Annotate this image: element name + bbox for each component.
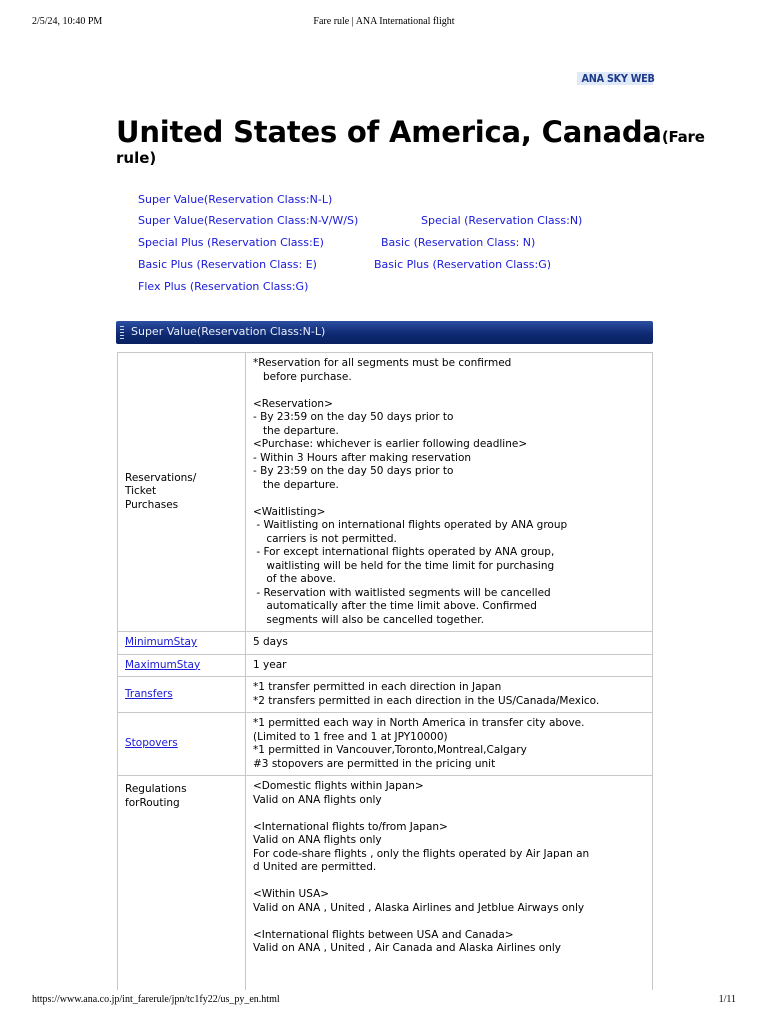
row-label-routing: Regulations forRouting: [118, 776, 246, 991]
table-row-reservations: [118, 353, 653, 632]
nav-link-special-n[interactable]: Special (Reservation Class:N): [421, 214, 583, 227]
nav-link-special-plus-e[interactable]: Special Plus (Reservation Class:E): [138, 236, 324, 249]
nav-link-super-value-n-vws[interactable]: Super Value(Reservation Class:N-V/W/S): [138, 214, 359, 227]
row-value-routing: <Domestic flights within Japan> Valid on ANA flights only <International flights to/from Japan> Valid on ANA flights only For code-share flights , only the flights operated by Air Japan an d United are permitted. <Within USA> Valid on ANA , United , Alaska Airlines and Jetblue Airways only <International flights between USA and Canada> Valid on ANA , United , Air Canada and Alaska Airlines only: [246, 776, 653, 991]
row-value-stopovers: *1 permitted each way in North America in transfer city above. (Limited to 1 free and 1 at JPY10000) *1 permitted in Vancouver,Toronto,Montreal,Calgary #3 stopovers are permitted in the pricing unit: [246, 713, 653, 776]
nav-link-basic-plus-g[interactable]: Basic Plus (Reservation Class:G): [374, 258, 552, 271]
link-stopovers[interactable]: Stopovers: [125, 737, 178, 750]
table-row-maximum-stay: [118, 654, 653, 677]
nav-link-basic-plus-e[interactable]: Basic Plus (Reservation Class: E): [138, 258, 317, 271]
logo-text: ANA SKY WEB: [581, 72, 655, 85]
print-page-title: Fare rule | ANA International flight: [313, 16, 455, 27]
print-header: [0, 16, 768, 30]
link-maximum-stay[interactable]: MaximumStay: [125, 658, 201, 671]
row-value-reservations: *Reservation for all segments must be confirmed before purchase. <Reservation> - By 23:59 on the day 50 days prior to the departure. <Purchase: whichever is earlier following deadline> - Within 3 Hours after making reservation - By 23:59 on the day 50 days prior to the departure. <Waitlisting> - Waitlisting on international flights operated by ANA group carriers is not permitted. - For except international flights operated by ANA group, waitlisting will be held for the time limit for purchasing of the above. - Reservation with waitlisted segments will be cancelled automatically after the time limit above. Confirmed segments will also be cancelled together.: [246, 353, 653, 632]
link-transfers[interactable]: Transfers: [125, 687, 173, 700]
row-value-minimum-stay: 5 days: [246, 632, 653, 655]
table-row-minimum-stay: [118, 632, 653, 655]
table-row-routing: [118, 776, 653, 991]
page-title: [116, 114, 733, 155]
row-label-reservations: Reservations/ Ticket Purchases: [118, 353, 246, 632]
print-page-number: 1/11: [718, 994, 736, 1005]
nav-link-flex-plus-g[interactable]: Flex Plus (Reservation Class:G): [138, 280, 309, 293]
page-title-suffix: (Fare: [661, 128, 705, 146]
link-minimum-stay[interactable]: MinimumStay: [125, 636, 198, 648]
print-footer: [0, 994, 768, 1008]
print-datetime: 2/5/24, 10:40 PM: [32, 16, 103, 27]
ana-sky-web-logo[interactable]: [577, 72, 653, 85]
section-header-bar: [116, 321, 653, 344]
section-title: Super Value(Reservation Class:N-L): [131, 325, 326, 338]
table-row-stopovers: [118, 713, 653, 776]
page-title-line2: rule): [116, 149, 157, 167]
table-row-transfers: [118, 677, 653, 713]
page-title-main: United States of America, Canada: [116, 115, 662, 149]
row-value-maximum-stay: 1 year: [246, 654, 653, 677]
row-value-transfers: *1 transfer permitted in each direction in Japan *2 transfers permitted in each direction in the US/Canada/Mexico.: [246, 677, 653, 713]
fare-rules-table: [117, 352, 653, 991]
print-url: https://www.ana.co.jp/int_farerule/jpn/tc1fy22/us_py_en.html: [32, 994, 280, 1005]
grip-icon: [120, 326, 124, 339]
nav-link-super-value-n-l[interactable]: Super Value(Reservation Class:N-L): [138, 193, 333, 206]
nav-link-basic-n[interactable]: Basic (Reservation Class: N): [381, 236, 536, 249]
